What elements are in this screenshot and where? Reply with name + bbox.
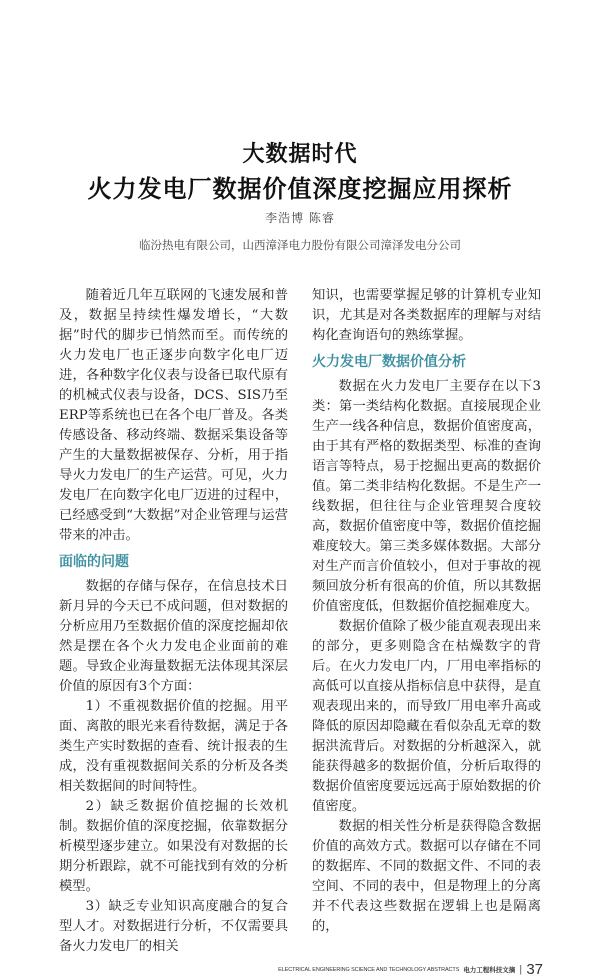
article-title-line1: 大数据时代 xyxy=(242,141,358,167)
body-paragraph: 3）缺乏专业知识高度融合的复合型人才。对数据进行分析，不仅需要具备火力发电厂的相关 xyxy=(59,899,288,954)
body-paragraph: 2）缺乏数据价值挖掘的长效机制。数据价值的深度挖掘，依靠数据分析模型逐步建立。如果没有对数据的长期分析跟踪，就不可能找到有效的分析模型。 xyxy=(59,799,288,894)
page-footer xyxy=(278,961,543,979)
footer-separator: | xyxy=(519,965,523,975)
right-column xyxy=(312,286,541,937)
left-column xyxy=(59,286,288,957)
journal-name-cn: 电力工程科技文摘 xyxy=(463,966,516,974)
section-heading-analysis: 火力发电厂数据价值分析 xyxy=(312,354,466,370)
article-title-line2: 火力发电厂数据价值深度挖掘应用探析 xyxy=(87,174,513,203)
body-paragraph: 数据价值除了极少能直观表现出来的部分，更多则隐含在枯燥数字的背后。在火力发电厂内，厂用电率指标的高低可以直接从指标信息中获得，是直观表现出来的，而导致厂用电率升高或降低的原因却隐藏在看似杂乱无章的数据洪流背后。对数据的分析越深入，就能获得越多的数据价值，分析后取得的数据价值密度要远远高于原始数据的价值密度。 xyxy=(312,619,541,814)
body-paragraph: 数据的存储与保存，在信息技术日新月异的今天已不成问题，但对数据的分析应用乃至数据价值的深度挖掘却依然是摆在各个火力发电企业面前的难题。导致企业海量数据无法体现其深层价值的原因有3个方面： xyxy=(59,579,288,694)
continued-paragraph: 知识，也需要掌握足够的计算机专业知识，尤其是对各类数据库的理解与对结构化查询语句的熟练掌握。 xyxy=(312,288,541,343)
journal-name-en: ELECTRICAL ENGINEERING SCIENCE AND TECHNOLOGY ABSTRACTS xyxy=(278,967,460,973)
body-paragraph: 数据在火力发电厂主要存在以下3类：第一类结构化数据。直接展现企业生产一线各种信息，数据价值密度高，由于其有严格的数据类型、标准的查询语言等特点，易于挖掘出更高的数据价值。第二类非结构化数据。不是生产一线数据，但往往与企业管理契合度较高，数据价值密度中等，数据价值挖掘难度较大。第三类多媒体数据。大部分对生产而言价值较小，但对于事故的视频回放分析有很高的价值，所以其数据价值密度低，但数据价值挖掘难度大。 xyxy=(312,379,541,614)
affiliation: 临汾热电有限公司，山西漳泽电力股份有限公司漳泽发电分公司 xyxy=(139,238,461,252)
intro-paragraph: 随着近几年互联网的飞速发展和普及，数据呈持续性爆发增长，“大数据”时代的脚步已悄然而至。而传统的火力发电厂也正逐步向数字化电厂迈进，各种数字化仪表与设备已取代原有的机械式仪表与设备，DCS、SIS乃至ERP等系统也已在各个电厂普及。各类传感设备、移动终端、数据采集设备等产生的大量数据被保存、分析，用于指导火力发电厂的生产运营。可见，火力发电厂在向数字化电厂迈进的过程中，已经感受到“大数据”对企业管理与运营带来的冲击。 xyxy=(59,288,288,543)
body-paragraph: 1）不重视数据价值的挖掘。用平面、离散的眼光来看待数据，满足于各类生产实时数据的查看、统计报表的生成，没有重视数据间关系的分析及各类相关数据间的时间特性。 xyxy=(59,699,288,794)
authors: 李浩博 陈睿 xyxy=(265,211,335,225)
page-number: 37 xyxy=(526,961,543,978)
section-heading-problems: 面临的问题 xyxy=(59,554,129,570)
body-paragraph: 数据的相关性分析是获得隐含数据价值的高效方式。数据可以存储在不同的数据库、不同的数据文件、不同的表空间、不同的表中，但是物理上的分离并不代表这些数据在逻辑上也是隔离的， xyxy=(312,819,541,934)
